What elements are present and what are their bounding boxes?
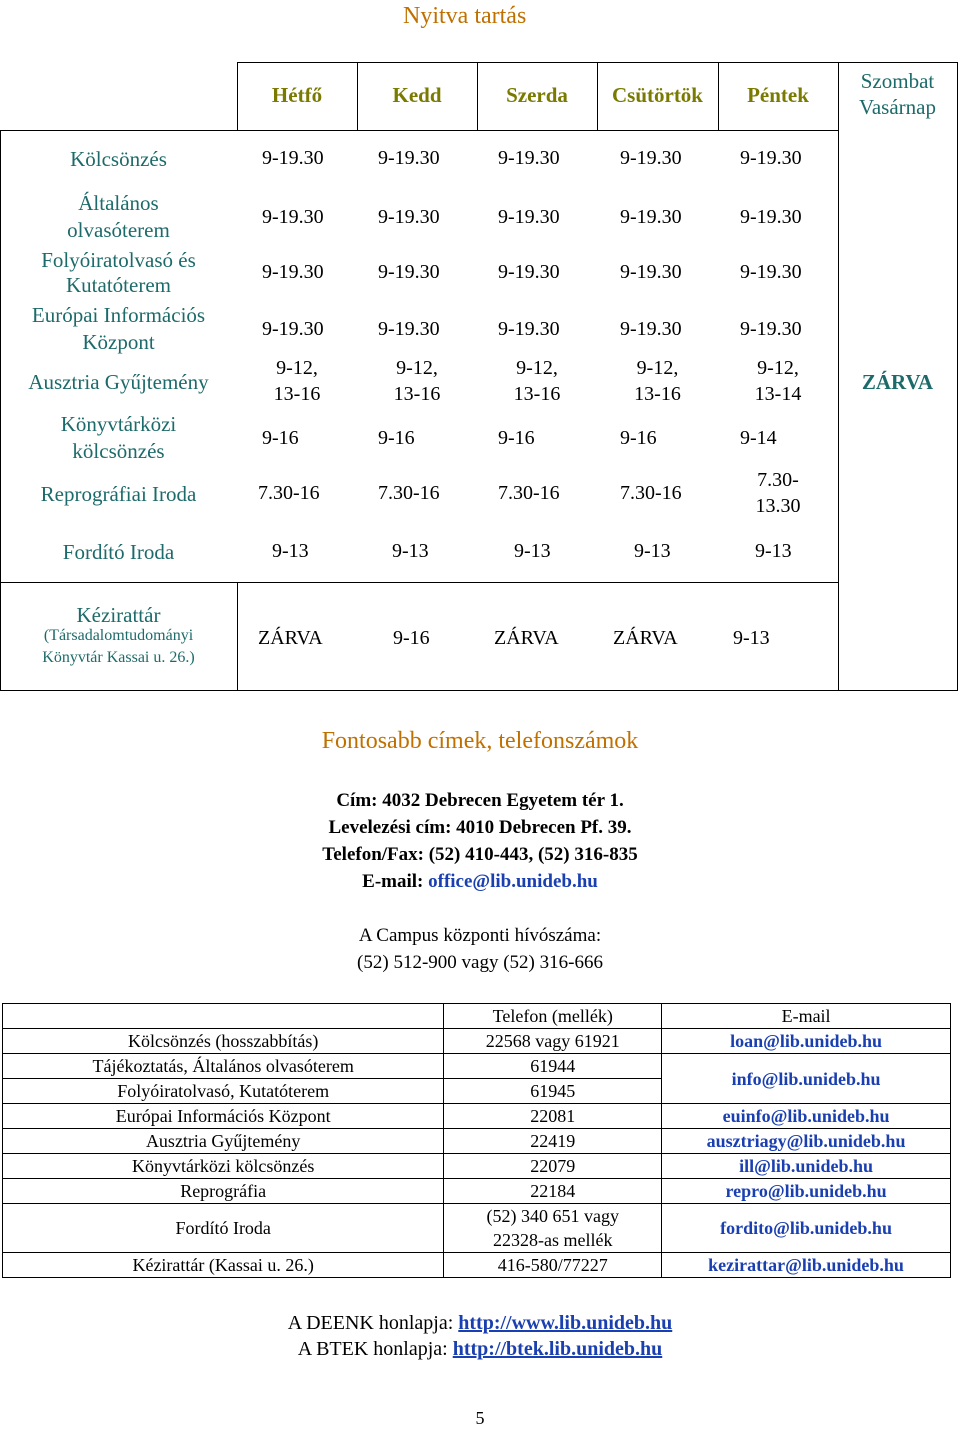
row-label: Ausztria Gyűjtemény	[28, 370, 209, 394]
row-label: Fordító Iroda	[62, 540, 175, 564]
hours-cell: ZÁRVA	[258, 627, 323, 649]
hours-cell: 9-19.30	[620, 206, 682, 228]
row-phone: 22079	[444, 1154, 662, 1179]
hours-cell: 9-19.30	[378, 261, 440, 283]
hours-cell: 9-19.30	[262, 147, 324, 169]
address-line: Cím: 4032 Debrecen Egyetem tér 1.	[336, 790, 624, 811]
hours-cell: 9-19.30	[378, 147, 440, 169]
hours-cell: 7.30-	[757, 469, 799, 491]
btek-link-line	[0, 1338, 960, 1361]
row-label: Általános	[78, 191, 159, 215]
weekend-header-sat: Szombat	[860, 69, 935, 93]
hours-cell: 9-19.30	[262, 206, 324, 228]
deenk-link-line	[0, 1312, 960, 1335]
hours-cell: 9-14	[740, 427, 777, 449]
hours-cell: 9-16	[378, 427, 415, 449]
hours-cell: 9-19.30	[620, 261, 682, 283]
row-name: Kézirattár (Kassai u. 26.)	[3, 1253, 444, 1278]
hours-cell: 9-16	[262, 427, 299, 449]
grid-line	[838, 62, 957, 63]
table-row	[3, 1253, 951, 1278]
day-header-3: Csütörtök	[611, 83, 703, 107]
hours-cell: 9-19.30	[620, 318, 682, 340]
hours-cell: 9-16	[498, 427, 535, 449]
row-label: Kölcsönzés	[70, 147, 167, 171]
row-label: Könyvtárközi	[60, 412, 177, 436]
hours-cell: 9-16	[393, 627, 430, 649]
row-name: Reprográfia	[3, 1179, 444, 1204]
row-phone: 22419	[444, 1129, 662, 1154]
day-header-0: Hétfő	[271, 83, 323, 107]
row-name: Kölcsönzés (hosszabbítás)	[3, 1029, 444, 1054]
hours-cell: 9-12,	[636, 357, 679, 379]
row-email[interactable]: fordito@lib.unideb.hu	[662, 1204, 951, 1253]
campus-line-1: A Campus központi hívószáma:	[358, 925, 602, 946]
contacts-table	[2, 1003, 951, 1278]
row-phone: 22081	[444, 1104, 662, 1129]
hours-cell: 13.30	[755, 495, 801, 517]
table-row	[3, 1029, 951, 1054]
row-label: Reprográfiai Iroda	[40, 482, 197, 506]
row-name: Európai Információs Központ	[3, 1104, 444, 1129]
btek-link[interactable]: http://btek.lib.unideb.hu	[452, 1338, 663, 1360]
page-number: 5	[475, 1408, 485, 1428]
hours-cell: 7.30-16	[620, 482, 682, 504]
btek-label: A BTEK honlapja:	[297, 1338, 453, 1360]
row-phone: (52) 340 651 vagy 22328-as mellék	[444, 1204, 662, 1253]
grid-line	[0, 690, 958, 691]
hours-cell: 9-13	[272, 540, 309, 562]
row-label: Könyvtár Kassai u. 26.)	[42, 649, 195, 666]
hours-cell: ZÁRVA	[494, 627, 559, 649]
grid-line	[237, 62, 838, 63]
row-label: Folyóiratolvasó és	[41, 248, 196, 272]
hours-cell: 9-13	[634, 540, 671, 562]
row-name: Folyóiratolvasó, Kutatóterem	[3, 1079, 444, 1104]
row-label: Kutatóterem	[66, 273, 171, 297]
hours-cell: 9-13	[514, 540, 551, 562]
row-name: Ausztria Gyűjtemény	[3, 1129, 444, 1154]
table-row	[3, 1204, 951, 1253]
day-header-2: Szerda	[506, 83, 568, 107]
hours-cell: 9-19.30	[498, 261, 560, 283]
hours-cell: 7.30-16	[258, 482, 320, 504]
row-label: olvasóterem	[67, 218, 170, 242]
hours-cell: 9-13	[392, 540, 429, 562]
grid-line	[0, 582, 838, 583]
table-row	[3, 1054, 951, 1079]
header-empty	[3, 1004, 444, 1029]
grid-line	[957, 62, 958, 691]
hours-cell: 9-13	[733, 627, 770, 649]
header-phone: Telefon (mellék)	[444, 1004, 662, 1029]
row-phone: 416-580/77227	[444, 1253, 662, 1278]
grid-line	[237, 582, 238, 691]
header-email: E-mail	[662, 1004, 951, 1029]
hours-cell: 7.30-16	[498, 482, 560, 504]
table-row	[3, 1104, 951, 1129]
hours-cell: 9-19.30	[740, 206, 802, 228]
row-phone: 22568 vagy 61921	[444, 1029, 662, 1054]
weekend-closed: ZÁRVA	[861, 370, 934, 394]
row-label: Kézirattár	[76, 603, 161, 627]
row-email[interactable]: info@lib.unideb.hu	[662, 1054, 951, 1104]
hours-cell: 9-16	[620, 427, 657, 449]
hours-cell: 9-19.30	[378, 318, 440, 340]
hours-cell: 9-12,	[276, 357, 318, 379]
hours-cell: 9-19.30	[498, 147, 560, 169]
hours-cell: 9-19.30	[378, 206, 440, 228]
row-email[interactable]: kezirattar@lib.unideb.hu	[662, 1253, 951, 1278]
hours-cell: 7.30-16	[378, 482, 440, 504]
hours-cell: 9-19.30	[740, 261, 802, 283]
weekend-header-sun: Vasárnap	[859, 95, 936, 119]
page-title: Nyitva tartás	[403, 3, 527, 29]
row-phone: 22184	[444, 1179, 662, 1204]
table-row	[3, 1179, 951, 1204]
deenk-label: A DEENK honlapja:	[287, 1312, 459, 1334]
day-header-4: Péntek	[747, 83, 809, 107]
hours-cell: 9-19.30	[498, 206, 560, 228]
row-label: kölcsönzés	[72, 439, 165, 463]
row-label: (Társadalomtudományi	[43, 627, 194, 644]
phone-line: Telefon/Fax: (52) 410-443, (52) 316-835	[322, 844, 638, 865]
hours-cell: 9-19.30	[740, 318, 802, 340]
table-row	[3, 1129, 951, 1154]
hours-cell: 9-12,	[516, 357, 558, 379]
grid-line	[0, 130, 838, 131]
deenk-link[interactable]: http://www.lib.unideb.hu	[458, 1312, 673, 1334]
hours-cell: 9-19.30	[620, 147, 682, 169]
table-header-row	[3, 1004, 951, 1029]
table-row	[3, 1154, 951, 1179]
hours-cell: 13-16	[634, 383, 681, 405]
hours-cell: 13-16	[393, 383, 441, 405]
hours-cell: 9-13	[755, 540, 792, 562]
row-label: Központ	[82, 330, 155, 354]
hours-cell: 9-19.30	[740, 147, 802, 169]
hours-cell: 13-16	[513, 383, 561, 405]
row-email[interactable]: ill@lib.unideb.hu	[662, 1154, 951, 1179]
hours-cell: 9-19.30	[262, 318, 324, 340]
row-phone: 61945	[444, 1079, 662, 1104]
email-label: E-mail:	[362, 871, 429, 892]
row-email[interactable]: ausztriagy@lib.unideb.hu	[662, 1129, 951, 1154]
hours-cell: 9-12,	[396, 357, 438, 379]
row-email[interactable]: repro@lib.unideb.hu	[662, 1179, 951, 1204]
hours-cell: 9-12,	[757, 357, 799, 379]
email-link[interactable]: office@lib.unideb.hu	[428, 871, 598, 892]
row-label: Európai Információs	[31, 303, 206, 327]
hours-cell: ZÁRVA	[613, 627, 678, 649]
campus-line-2: (52) 512-900 vagy (52) 316-666	[357, 952, 603, 973]
row-phone: 61944	[444, 1054, 662, 1079]
contacts-heading: Fontosabb címek, telefonszámok	[321, 728, 639, 754]
row-name: Fordító Iroda	[3, 1204, 444, 1253]
hours-cell: 13-14	[754, 383, 802, 405]
day-header-1: Kedd	[392, 83, 442, 107]
row-email[interactable]: loan@lib.unideb.hu	[662, 1029, 951, 1054]
email-line	[0, 871, 960, 893]
row-email[interactable]: euinfo@lib.unideb.hu	[662, 1104, 951, 1129]
postal-line: Levelezési cím: 4010 Debrecen Pf. 39.	[328, 817, 632, 838]
hours-cell: 13-16	[273, 383, 321, 405]
hours-cell: 9-19.30	[498, 318, 560, 340]
row-name: Könyvtárközi kölcsönzés	[3, 1154, 444, 1179]
row-name: Tájékoztatás, Általános olvasóterem	[3, 1054, 444, 1079]
hours-cell: 9-19.30	[262, 261, 324, 283]
